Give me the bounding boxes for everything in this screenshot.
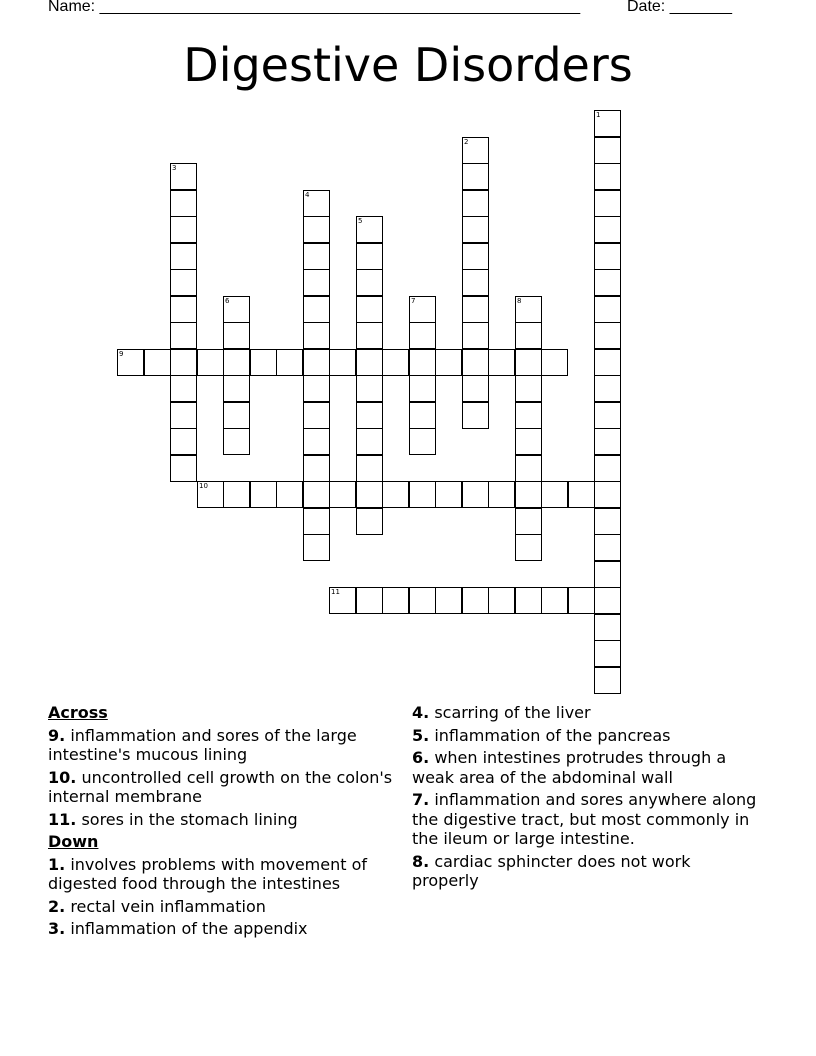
crossword-cell[interactable] [382, 587, 409, 614]
crossword-cell[interactable] [303, 269, 330, 296]
crossword-cell[interactable] [435, 481, 462, 508]
crossword-cell[interactable] [117, 349, 144, 376]
crossword-cell[interactable] [250, 349, 277, 376]
crossword-cell[interactable] [303, 322, 330, 349]
clue-number-label: 5 [358, 217, 363, 225]
crossword-cell[interactable] [409, 481, 436, 508]
clue-down-7: 7. inflammation and sores anywhere along the digestive tract, but most commonly in the ileum or large intestine. [412, 790, 757, 848]
crossword-cell[interactable] [144, 349, 171, 376]
crossword-cell[interactable] [594, 243, 621, 270]
crossword-cell[interactable] [594, 163, 621, 190]
crossword-cell[interactable] [356, 322, 383, 349]
crossword-cell[interactable] [462, 137, 489, 164]
crossword-cell[interactable] [541, 349, 568, 376]
crossword-cell[interactable] [223, 481, 250, 508]
crossword-cell[interactable] [594, 481, 621, 508]
crossword-cell[interactable] [329, 481, 356, 508]
crossword-cell[interactable] [223, 296, 250, 323]
crossword-cell[interactable] [356, 402, 383, 429]
clue-down-5: 5. inflammation of the pancreas [412, 725, 671, 745]
crossword-cell[interactable] [541, 587, 568, 614]
crossword-cell[interactable] [594, 269, 621, 296]
crossword-cell[interactable] [515, 481, 542, 508]
crossword-cell[interactable] [223, 428, 250, 455]
crossword-cell[interactable] [462, 216, 489, 243]
crossword-cell[interactable] [409, 349, 436, 376]
crossword-cell[interactable] [515, 322, 542, 349]
clue-number-label: 10 [199, 482, 208, 490]
crossword-cell[interactable] [170, 349, 197, 376]
crossword-cell[interactable] [223, 375, 250, 402]
crossword-cell[interactable] [223, 402, 250, 429]
crossword-cell[interactable] [356, 375, 383, 402]
crossword-cell[interactable] [303, 216, 330, 243]
crossword-cell[interactable] [303, 455, 330, 482]
clues-right-column [412, 703, 757, 894]
crossword-cell[interactable] [303, 402, 330, 429]
crossword-cell[interactable] [303, 375, 330, 402]
crossword-cell[interactable] [329, 349, 356, 376]
clue-number-label: 8 [517, 297, 522, 305]
clue-number-label: 7 [411, 297, 416, 305]
crossword-cell[interactable] [170, 296, 197, 323]
crossword-cell[interactable] [356, 481, 383, 508]
crossword-cell[interactable] [488, 349, 515, 376]
crossword-cell[interactable] [329, 587, 356, 614]
crossword-cell[interactable] [594, 296, 621, 323]
crossword-cell[interactable] [170, 163, 197, 190]
crossword-cell[interactable] [594, 110, 621, 137]
crossword-cell[interactable] [409, 375, 436, 402]
crossword-cell[interactable] [303, 296, 330, 323]
clue-down-2: 2. rectal vein inflammation [48, 896, 266, 916]
page-title: Digestive Disorders [183, 38, 633, 92]
crossword-cell[interactable] [356, 428, 383, 455]
crossword-cell[interactable] [462, 587, 489, 614]
clue-number-label: 3 [172, 164, 177, 172]
crossword-cell[interactable] [594, 587, 621, 614]
crossword-cell[interactable] [462, 481, 489, 508]
crossword-cell[interactable] [594, 455, 621, 482]
clue-across-10: 10. uncontrolled cell growth on the colon's internal membrane [48, 767, 393, 806]
crossword-cell[interactable] [356, 243, 383, 270]
across-heading: Across [48, 703, 108, 722]
clue-across-9: 9. inflammation and sores of the large intestine's mucous lining [48, 725, 357, 764]
crossword-cell[interactable] [356, 455, 383, 482]
crossword-cell[interactable] [594, 534, 621, 561]
crossword-cell[interactable] [197, 349, 224, 376]
crossword-cell[interactable] [594, 508, 621, 535]
crossword-cell[interactable] [356, 296, 383, 323]
crossword-cell[interactable] [409, 428, 436, 455]
clue-down-4: 4. scarring of the liver [412, 703, 591, 722]
crossword-cell[interactable] [382, 349, 409, 376]
crossword-cell[interactable] [594, 322, 621, 349]
crossword-cell[interactable] [594, 561, 621, 588]
crossword-cell[interactable] [462, 190, 489, 217]
crossword-cell[interactable] [515, 455, 542, 482]
name-field-label: Name: ______________________________________________________ [48, 0, 581, 15]
clues-left-column [48, 703, 403, 942]
crossword-cell[interactable] [409, 402, 436, 429]
crossword-cell[interactable] [594, 190, 621, 217]
crossword-cell[interactable] [462, 322, 489, 349]
crossword-cell[interactable] [594, 428, 621, 455]
crossword-cell[interactable] [594, 216, 621, 243]
crossword-cell[interactable] [435, 349, 462, 376]
crossword-cell[interactable] [223, 322, 250, 349]
crossword-cell[interactable] [515, 375, 542, 402]
crossword-cell[interactable] [303, 243, 330, 270]
crossword-cell[interactable] [462, 269, 489, 296]
clue-number-label: 6 [225, 297, 230, 305]
crossword-cell[interactable] [462, 296, 489, 323]
crossword-cell[interactable] [594, 137, 621, 164]
crossword-cell[interactable] [515, 428, 542, 455]
date-field-label: Date: _______ [627, 0, 732, 15]
clue-number-label: 11 [331, 588, 340, 596]
crossword-cell[interactable] [515, 349, 542, 376]
crossword-cell[interactable] [462, 349, 489, 376]
crossword-cell[interactable] [356, 269, 383, 296]
crossword-cell[interactable] [409, 322, 436, 349]
crossword-cell[interactable] [515, 534, 542, 561]
crossword-cell[interactable] [303, 481, 330, 508]
crossword-cell[interactable] [170, 269, 197, 296]
crossword-cell[interactable] [303, 428, 330, 455]
crossword-cell[interactable] [568, 587, 595, 614]
crossword-cell[interactable] [594, 640, 621, 667]
crossword-cell[interactable] [594, 349, 621, 376]
crossword-cell[interactable] [462, 163, 489, 190]
crossword-cell[interactable] [170, 402, 197, 429]
crossword-cell[interactable] [303, 190, 330, 217]
clue-number-label: 1 [596, 111, 601, 119]
clue-down-6: 6. when intestines protrudes through a weak area of the abdominal wall [412, 748, 727, 787]
crossword-cell[interactable] [303, 349, 330, 376]
crossword-cell[interactable] [170, 190, 197, 217]
crossword-cell[interactable] [382, 481, 409, 508]
crossword-cell[interactable] [356, 508, 383, 535]
crossword-cell[interactable] [223, 349, 250, 376]
crossword-cell[interactable] [356, 587, 383, 614]
crossword-cell[interactable] [594, 375, 621, 402]
crossword-cell[interactable] [170, 455, 197, 482]
crossword-cell[interactable] [250, 481, 277, 508]
down-heading: Down [48, 832, 99, 851]
crossword-cell[interactable] [276, 349, 303, 376]
crossword-cell[interactable] [170, 216, 197, 243]
crossword-cell[interactable] [303, 534, 330, 561]
crossword-cell[interactable] [568, 481, 595, 508]
crossword-cell[interactable] [515, 587, 542, 614]
crossword-cell[interactable] [170, 375, 197, 402]
clue-number-label: 9 [119, 350, 124, 358]
crossword-cell[interactable] [170, 243, 197, 270]
crossword-cell[interactable] [356, 216, 383, 243]
crossword-cell[interactable] [594, 667, 621, 694]
clue-down-8: 8. cardiac sphincter does not work properly [412, 851, 691, 890]
clue-number-label: 4 [305, 191, 310, 199]
crossword-cell[interactable] [515, 296, 542, 323]
clue-number-label: 2 [464, 138, 469, 146]
crossword-cell[interactable] [515, 402, 542, 429]
crossword-cell[interactable] [197, 481, 224, 508]
crossword-cell[interactable] [435, 587, 462, 614]
crossword-cell[interactable] [462, 402, 489, 429]
crossword-cell[interactable] [462, 375, 489, 402]
crossword-cell[interactable] [515, 508, 542, 535]
crossword-cell[interactable] [541, 481, 568, 508]
crossword-cell[interactable] [356, 349, 383, 376]
crossword-cell[interactable] [594, 402, 621, 429]
crossword-cell[interactable] [170, 428, 197, 455]
clue-across-11: 11. sores in the stomach lining [48, 809, 298, 829]
crossword-cell[interactable] [488, 587, 515, 614]
crossword-cell[interactable] [462, 243, 489, 270]
clue-down-3: 3. inflammation of the appendix [48, 919, 308, 938]
crossword-cell[interactable] [409, 296, 436, 323]
crossword-cell[interactable] [409, 587, 436, 614]
crossword-cell[interactable] [303, 508, 330, 535]
clue-down-1: 1. involves problems with movement of digested food through the intestines [48, 854, 368, 893]
crossword-cell[interactable] [488, 481, 515, 508]
crossword-cell[interactable] [276, 481, 303, 508]
crossword-cell[interactable] [594, 614, 621, 641]
crossword-cell[interactable] [170, 322, 197, 349]
